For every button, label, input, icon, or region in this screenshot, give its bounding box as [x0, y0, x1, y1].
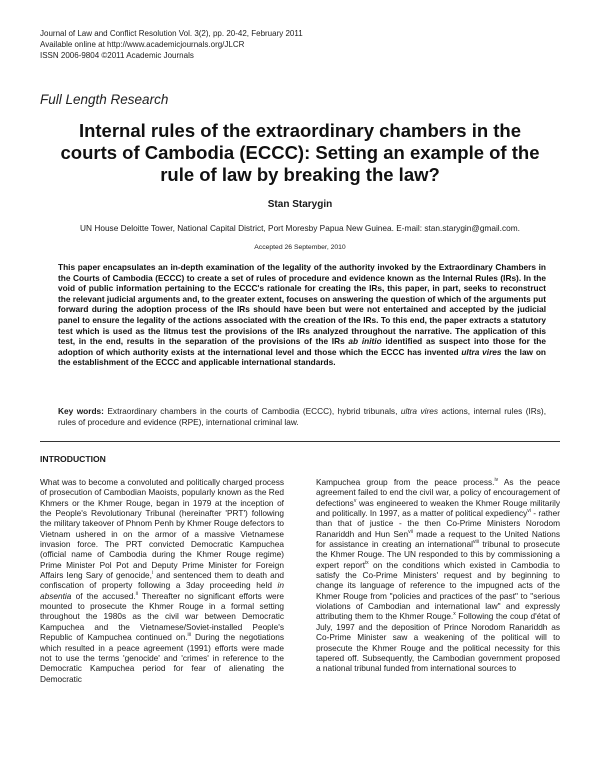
body-text: of the accused.: [75, 590, 136, 601]
body-text: tribunal to prosecute the Khmer Rouge. The UN responded to this by commissioning a expert report: [316, 539, 560, 570]
footnote-ref[interactable]: vii: [408, 528, 413, 535]
footnote-ref[interactable]: ii: [135, 591, 138, 598]
body-paragraph: [40, 477, 284, 684]
keywords-text: actions, internal rules (IRs), rules of procedure and evidence (RPE), international criminal law.: [58, 406, 546, 427]
body-text: and sentenced them to death and confiscation of property following a 3day proceeding held: [40, 570, 284, 591]
journal-header: [40, 28, 303, 61]
body-text: During the negotiations which resulted in a peace agreement (1991) efforts were made not to use the terms 'genocide' and 'crimes' in reference to the Democratic Kampuchea period for fear of alienating the Democratic: [40, 632, 284, 684]
online-availability: Available online at http://www.academicjournals.org/JLCR: [40, 40, 245, 49]
body-text: - rather than that of justice - the then Co-Prime Ministers Norodom Ranariddh and Hun Sen: [316, 508, 560, 539]
body-text: Following the coup d'état of July, 1997 and the deposition of Prince Norodom Ranariddh as Co-Prime Minister saw a weakening of the political will to prosecute the Khmer Rouge and the political necessity for this tapered off. Subsequently, the Cambodian government proposed a national tribunal funded from international sources to: [316, 611, 560, 674]
body-text: Kampuchea group from the peace process.: [316, 477, 495, 487]
paper-title: Internal rules of the extraordinary chambers in the courts of Cambodia (ECCC): Setting an example of the rule of law by breaking the law?: [60, 120, 540, 185]
footnote-ref[interactable]: v: [353, 497, 357, 504]
footnote-ref[interactable]: x: [453, 611, 456, 618]
issn-copyright: ISSN 2006-9804 ©2011 Academic Journals: [40, 51, 194, 60]
keywords-text: Extraordinary chambers in the courts of Cambodia (ECCC), hybrid tribunals,: [107, 406, 398, 416]
footnote-ref[interactable]: viii: [472, 539, 479, 546]
accepted-date: Accepted 26 September, 2010: [254, 244, 346, 251]
keywords-italic: ultra vires: [400, 406, 439, 416]
author-affiliation: UN House Deloitte Tower, National Capital District, Port Moresby Papua New Guinea. E-mail: stan.starygin@gmail.com.: [80, 223, 520, 233]
abstract-italic-ultra-vires: ultra vires: [461, 346, 502, 357]
abstract-text: identified as suspect into those for the adoption of which authority exists at the international level and those which the ECCC has invented: [58, 336, 546, 357]
body-italic: in absentia: [40, 580, 284, 601]
section-divider: [40, 441, 560, 442]
footnote-ref[interactable]: vi: [527, 508, 531, 515]
footnote-ref[interactable]: iv: [494, 477, 499, 484]
body-text: As the peace agreement failed to end the civil war, a policy of encouragement of defections: [316, 477, 560, 508]
body-paragraph: [316, 477, 560, 674]
section-label: Full Length Research: [40, 92, 169, 107]
journal-citation: Journal of Law and Conflict Resolution Vol. 3(2), pp. 20-42, February 2011: [40, 29, 303, 38]
abstract: [58, 262, 546, 368]
footnote-ref[interactable]: iii: [187, 632, 191, 639]
body-text: on the conditions which existed in Cambodia to satisfy the Co-Prime Ministers' request and by beginning to change its language of reference to the impugned acts of the Khmer Rouge from "policies and practices of the past" to "serious violations of Cambodian and international law" and expressly attributing them to the Khmer Rouge.: [316, 559, 560, 622]
body-text: Thereafter no significant efforts were mounted to prosecute the Khmer Rouge in a formal setting throughout the 1980s as the civil war between Democratic Kampuchea and the Vietnamese/Soviet-installed People's Republic of Kampuchea continued on.: [40, 590, 284, 643]
author-name: Stan Starygin: [267, 199, 333, 210]
abstract-text: the law on the establishment of the ECCC and applicable international standards.: [58, 346, 546, 368]
introduction-heading: INTRODUCTION: [40, 454, 106, 464]
abstract-text: This paper encapsulates an in-depth examination of the legality of the authority invoked by the Extraordinary Chambers in the Courts of Cambodia (ECCC) to create a set of rules of procedure and evidence known as the Internal Rules (IRs). In the void of public information pertaining to the ECCC's rationale for creating the IRs, this paper, in part, seeks to reconstruct the relevant judicial arguments and, to the greater extent, focuses on answering the question of which of the arguments put forward during the adoption process of the IRs should have been but were not entertained and accepted by the judicial panel to ensure the legality of the actions associated with the creation of the IRs. To this end, the paper extracts a statutory test which is used as the litmus test the provisions of the IRs analyzed throughout the narrative. The application of this test, in the end, results in the separation of the provisions of the IRs: [58, 262, 546, 347]
keywords-label: Key words:: [58, 406, 104, 416]
body-column-left: [40, 477, 284, 776]
body-text: What was to become a convoluted and politically charged process of prosecution of Cambodian Maoists, popularly known as the Red Khmers or the Khmer Rouge, began in 1979 at the inception of the People's Revolutionary Tribunal (hereinafter 'PRT') following the military takeover of Phnom Penh by Khmer Rouge defectors to Vietnam ushered in on the armor of a massive Vietnamese invasion force. The PRT convicted Democratic Kampuchea (official name of Cambodia during the Khmer Rouge regime) Prime Minister Pol Pot and Deputy Prime Minister for Foreign Affairs Ieng Sary of genocide,: [40, 477, 284, 581]
body-column-right: [316, 477, 560, 776]
footnote-ref[interactable]: ix: [365, 559, 369, 566]
footnote-ref[interactable]: i: [151, 570, 154, 577]
keywords: [58, 406, 546, 428]
abstract-italic-ab-initio: ab initio: [348, 336, 382, 347]
body-text: made a request to the United Nations for assistance in creating an international: [316, 528, 560, 550]
body-text: was engineered to weaken the Khmer Rouge militarily and politically. In 1997, as a matter of political expediency: [316, 497, 560, 519]
